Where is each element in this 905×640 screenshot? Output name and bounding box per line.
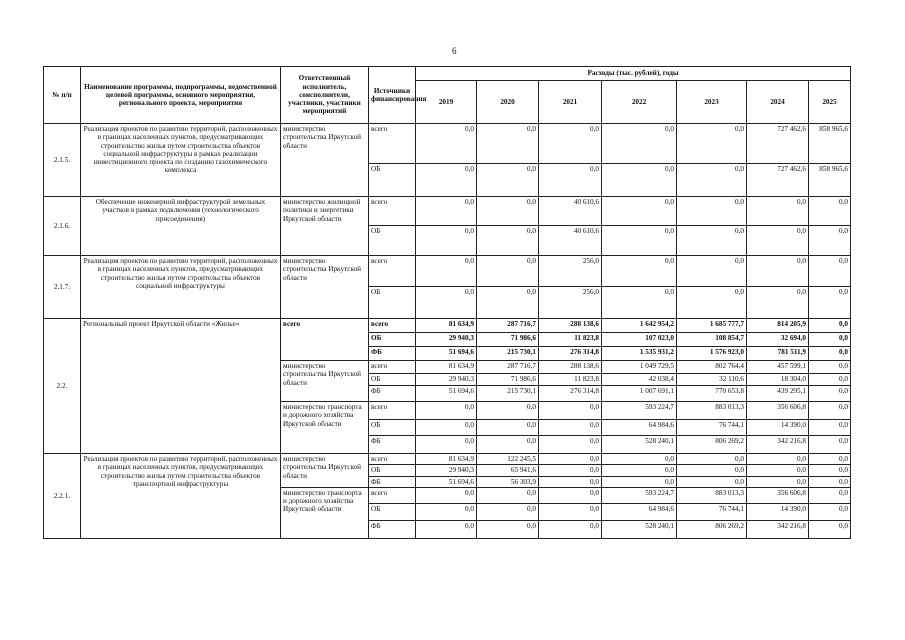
value-cell: 0,0 (539, 476, 602, 487)
row-source: ФБ (369, 436, 416, 454)
value-cell: 0,0 (416, 402, 477, 420)
value-cell: 781 511,9 (747, 347, 809, 361)
value-cell: 342 216,8 (747, 436, 809, 454)
value-cell: 1 685 777,7 (677, 319, 747, 333)
value-cell: 0,0 (677, 465, 747, 476)
value-cell: 0,0 (602, 465, 677, 476)
row-source: всего (369, 487, 416, 503)
value-cell: 14 390,0 (747, 420, 809, 436)
row-source: всего (369, 256, 416, 287)
row-source: ОБ (369, 226, 416, 256)
value-cell: 528 240,1 (602, 520, 677, 538)
value-cell: 0,0 (416, 164, 477, 197)
value-cell: 32 110,6 (677, 374, 747, 386)
header-year: 2021 (539, 81, 602, 124)
header-year: 2022 (602, 81, 677, 124)
budget-table (43, 66, 851, 539)
header-year: 2020 (477, 81, 539, 124)
value-cell: 0,0 (809, 333, 851, 347)
value-cell: 40 610,6 (539, 226, 602, 256)
row-executor: министерство транспорта и дорожного хозяйства Иркутской области (281, 402, 369, 454)
value-cell: 858 965,6 (809, 164, 851, 197)
value-cell: 76 744,1 (677, 503, 747, 520)
value-cell: 0,0 (747, 476, 809, 487)
row-source: ОБ (369, 287, 416, 319)
row-source: ОБ (369, 465, 416, 476)
value-cell: 0,0 (477, 420, 539, 436)
table-row (44, 124, 851, 164)
row-source: всего (369, 361, 416, 374)
row-source: ФБ (369, 347, 416, 361)
value-cell: 51 694,6 (416, 347, 477, 361)
value-cell: 0,0 (539, 164, 602, 197)
value-cell: 0,0 (747, 197, 809, 226)
value-cell: 287 716,7 (477, 361, 539, 374)
value-cell: 858 965,6 (809, 124, 851, 164)
value-cell: 0,0 (809, 287, 851, 319)
value-cell: 256,0 (539, 256, 602, 287)
value-cell: 0,0 (539, 520, 602, 538)
value-cell: 122 245,5 (477, 454, 539, 465)
table-row (44, 454, 851, 465)
header-year: 2023 (677, 81, 747, 124)
value-cell: 14 390,0 (747, 503, 809, 520)
value-cell: 457 599,1 (747, 361, 809, 374)
value-cell: 107 023,0 (602, 333, 677, 347)
value-cell: 108 854,7 (677, 333, 747, 347)
row-executor: министерство транспорта и дорожного хозяйства Иркутской области (281, 487, 369, 538)
value-cell: 42 038,4 (602, 374, 677, 386)
row-source: ОБ (369, 503, 416, 520)
row-name: Региональный проект Иркутской области «Жилье» (81, 319, 281, 454)
value-cell: 29 940,3 (416, 374, 477, 386)
value-cell: 0,0 (747, 454, 809, 465)
row-source: ОБ (369, 420, 416, 436)
row-name: Реализация проектов по развитию территорий, расположенных в границах населенных пунктов, предусматривающих строительство жилья путем строительства объектов социальной инфраструктуры в рамках реализации инвестиционного проекта по созданию газохимического комплекса (81, 124, 281, 197)
value-cell: 593 224,7 (602, 402, 677, 420)
value-cell: 276 314,8 (539, 386, 602, 402)
value-cell: 0,0 (809, 465, 851, 476)
value-cell: 276 314,8 (539, 347, 602, 361)
value-cell: 0,0 (477, 287, 539, 319)
value-cell: 770 653,8 (677, 386, 747, 402)
value-cell: 40 610,6 (539, 197, 602, 226)
row-number: 2.1.7. (44, 256, 81, 319)
value-cell: 0,0 (809, 503, 851, 520)
value-cell: 0,0 (416, 124, 477, 164)
table-row (44, 197, 851, 226)
value-cell: 0,0 (677, 124, 747, 164)
row-source: ФБ (369, 520, 416, 538)
value-cell: 0,0 (809, 386, 851, 402)
value-cell: 727 462,6 (747, 164, 809, 197)
value-cell: 32 694,0 (747, 333, 809, 347)
row-source: ОБ (369, 374, 416, 386)
value-cell: 0,0 (809, 402, 851, 420)
value-cell: 0,0 (477, 487, 539, 503)
row-source: ФБ (369, 386, 416, 402)
row-executor: всего (281, 319, 369, 361)
value-cell: 0,0 (602, 164, 677, 197)
value-cell: 883 013,3 (677, 487, 747, 503)
value-cell: 0,0 (477, 402, 539, 420)
value-cell: 288 138,6 (539, 361, 602, 374)
value-cell: 0,0 (747, 256, 809, 287)
value-cell: 0,0 (602, 287, 677, 319)
value-cell: 0,0 (477, 124, 539, 164)
value-cell: 0,0 (539, 124, 602, 164)
row-executor: министерство жилищной политики и энергетики Иркутской области (281, 197, 369, 256)
value-cell: 0,0 (477, 520, 539, 538)
row-source: ОБ (369, 164, 416, 197)
row-source: всего (369, 124, 416, 164)
value-cell: 0,0 (416, 287, 477, 319)
value-cell: 727 462,6 (747, 124, 809, 164)
value-cell: 0,0 (416, 520, 477, 538)
row-number: 2.2.1. (44, 454, 81, 539)
row-number: 2.1.5. (44, 124, 81, 197)
value-cell: 0,0 (539, 402, 602, 420)
value-cell: 51 694,6 (416, 476, 477, 487)
value-cell: 806 269,2 (677, 436, 747, 454)
row-executor: министерство строительства Иркутской области (281, 454, 369, 488)
value-cell: 0,0 (539, 503, 602, 520)
value-cell: 0,0 (602, 124, 677, 164)
value-cell: 81 634,9 (416, 454, 477, 465)
value-cell: 0,0 (809, 226, 851, 256)
header-source: Источники финансирования (369, 67, 416, 124)
value-cell: 0,0 (416, 197, 477, 226)
value-cell: 528 240,1 (602, 436, 677, 454)
header-year: 2019 (416, 81, 477, 124)
row-name: Реализация проектов по развитию территорий, расположенных в границах населенных пунктов, предусматривающих строительство жилья путем строительства объектов транспортной инфраструктуры (81, 454, 281, 539)
value-cell: 71 986,6 (477, 374, 539, 386)
value-cell: 0,0 (809, 420, 851, 436)
value-cell: 0,0 (809, 436, 851, 454)
row-executor: министерство строительства Иркутской области (281, 256, 369, 319)
value-cell: 806 269,2 (677, 520, 747, 538)
value-cell: 0,0 (809, 347, 851, 361)
row-number: 2.1.6. (44, 197, 81, 256)
value-cell: 0,0 (809, 319, 851, 333)
value-cell: 0,0 (477, 226, 539, 256)
value-cell: 0,0 (602, 226, 677, 256)
value-cell: 76 744,1 (677, 420, 747, 436)
value-cell: 0,0 (416, 226, 477, 256)
value-cell: 0,0 (602, 256, 677, 287)
value-cell: 0,0 (602, 454, 677, 465)
value-cell: 0,0 (677, 454, 747, 465)
value-cell: 256,0 (539, 287, 602, 319)
value-cell: 0,0 (809, 197, 851, 226)
row-name: Обеспечение инженерной инфраструктурой земельных участков в рамках подключения (технологического присоединения) (81, 197, 281, 256)
value-cell: 0,0 (539, 420, 602, 436)
row-number: 2.2. (44, 319, 81, 454)
value-cell: 356 606,8 (747, 487, 809, 503)
header-name: Наименование программы, подпрограммы, ведомственной целевой программы, основного мероприятия, регионального проекта, мероприятия (81, 67, 281, 124)
value-cell: 0,0 (809, 520, 851, 538)
value-cell: 0,0 (677, 256, 747, 287)
value-cell: 288 138,6 (539, 319, 602, 333)
header-year: 2025 (809, 81, 851, 124)
value-cell: 18 304,0 (747, 374, 809, 386)
value-cell: 0,0 (747, 465, 809, 476)
value-cell: 0,0 (809, 454, 851, 465)
value-cell: 0,0 (477, 164, 539, 197)
row-source: всего (369, 454, 416, 465)
value-cell: 0,0 (416, 503, 477, 520)
value-cell: 0,0 (809, 487, 851, 503)
value-cell: 0,0 (602, 197, 677, 226)
value-cell: 0,0 (539, 436, 602, 454)
value-cell: 0,0 (677, 164, 747, 197)
value-cell: 0,0 (416, 420, 477, 436)
value-cell: 0,0 (416, 436, 477, 454)
value-cell: 0,0 (809, 361, 851, 374)
value-cell: 883 013,3 (677, 402, 747, 420)
value-cell: 11 823,8 (539, 374, 602, 386)
value-cell: 593 224,7 (602, 487, 677, 503)
value-cell: 0,0 (677, 226, 747, 256)
row-name: Реализация проектов по развитию территорий, расположенных в границах населенных пунктов, предусматривающих строительство жилья путем строительства объектов социальной инфраструктуры (81, 256, 281, 319)
value-cell: 0,0 (477, 436, 539, 454)
value-cell: 1 535 931,2 (602, 347, 677, 361)
row-source: всего (369, 319, 416, 333)
row-executor: министерство строительства Иркутской области (281, 124, 369, 197)
row-source: ОБ (369, 333, 416, 347)
value-cell: 0,0 (539, 465, 602, 476)
value-cell: 0,0 (747, 287, 809, 319)
value-cell: 215 730,1 (477, 386, 539, 402)
value-cell: 51 694,6 (416, 386, 477, 402)
value-cell: 814 205,9 (747, 319, 809, 333)
value-cell: 11 823,8 (539, 333, 602, 347)
value-cell: 81 634,9 (416, 361, 477, 374)
value-cell: 0,0 (602, 476, 677, 487)
row-source: ФБ (369, 476, 416, 487)
value-cell: 71 986,6 (477, 333, 539, 347)
value-cell: 1 007 691,1 (602, 386, 677, 402)
value-cell: 287 716,7 (477, 319, 539, 333)
page-number: 6 (452, 46, 457, 56)
value-cell: 0,0 (677, 476, 747, 487)
value-cell: 0,0 (477, 503, 539, 520)
value-cell: 0,0 (477, 256, 539, 287)
value-cell: 56 303,9 (477, 476, 539, 487)
row-source: всего (369, 197, 416, 226)
value-cell: 0,0 (539, 454, 602, 465)
value-cell: 802 764,4 (677, 361, 747, 374)
value-cell: 356 606,8 (747, 402, 809, 420)
value-cell: 342 216,8 (747, 520, 809, 538)
value-cell: 215 730,1 (477, 347, 539, 361)
value-cell: 1 049 729,5 (602, 361, 677, 374)
value-cell: 0,0 (539, 487, 602, 503)
value-cell: 0,0 (677, 287, 747, 319)
value-cell: 0,0 (809, 476, 851, 487)
header-num: № п/п (44, 67, 81, 124)
value-cell: 64 984,6 (602, 420, 677, 436)
row-executor: министерство строительства Иркутской области (281, 361, 369, 402)
header-executor: Ответственный исполнитель, соисполнители, участники, участники мероприятий (281, 67, 369, 124)
table-row (44, 319, 851, 333)
value-cell: 65 941,6 (477, 465, 539, 476)
header-year: 2024 (747, 81, 809, 124)
value-cell: 0,0 (477, 197, 539, 226)
value-cell: 81 634,9 (416, 319, 477, 333)
value-cell: 0,0 (677, 197, 747, 226)
header-expenses: Расходы (тыс. рублей), годы (416, 67, 851, 81)
value-cell: 1 642 954,2 (602, 319, 677, 333)
row-source: всего (369, 402, 416, 420)
value-cell: 1 576 923,0 (677, 347, 747, 361)
value-cell: 64 984,6 (602, 503, 677, 520)
value-cell: 0,0 (809, 374, 851, 386)
value-cell: 0,0 (416, 487, 477, 503)
value-cell: 0,0 (416, 256, 477, 287)
value-cell: 29 940,3 (416, 465, 477, 476)
value-cell: 0,0 (747, 226, 809, 256)
value-cell: 439 295,1 (747, 386, 809, 402)
value-cell: 0,0 (809, 256, 851, 287)
value-cell: 29 940,3 (416, 333, 477, 347)
table-row (44, 256, 851, 287)
